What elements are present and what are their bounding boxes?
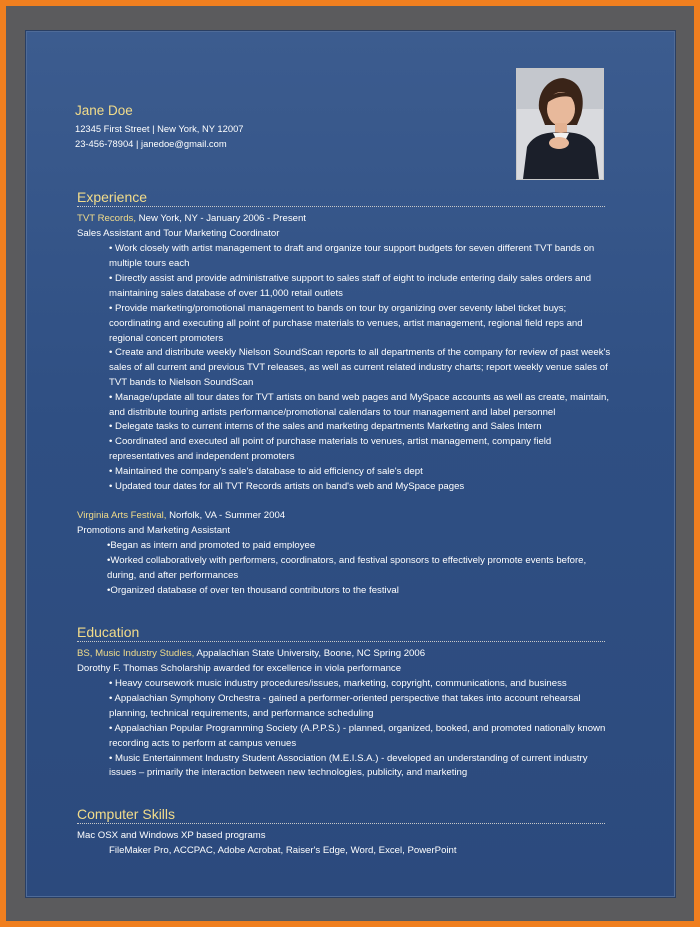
job2-line: •Worked collaboratively with performers, coordinators, and festival sponsors to effectively promote events before, (107, 555, 587, 566)
job1-line: • Coordinated and executed all point of purchase materials to venues, artist management, company field (109, 436, 552, 447)
job1-role: Sales Assistant and Tour Marketing Coordinator (77, 228, 280, 239)
job1-header (77, 213, 306, 225)
job1-company: TVT Records, (77, 213, 137, 224)
education-line: recording acts to perform at campus venues (109, 738, 297, 749)
job1-line: • Provide marketing/promotional management to bands on tour by organizing over seventy label ticket buys; (109, 303, 567, 314)
job2-line: •Began as intern and promoted to paid employee (107, 540, 316, 551)
skills-heading: Computer Skills (77, 806, 605, 824)
resume-page (26, 31, 675, 897)
job2-line: •Organized database of over ten thousand contributors to the festival (107, 585, 399, 596)
job2-location-date: Norfolk, VA - Summer 2004 (166, 510, 286, 521)
job2-company: Virginia Arts Festival, (77, 510, 167, 521)
job2-line: during, and after performances (107, 570, 239, 581)
address-line: 12345 First Street | New York, NY 12007 (75, 123, 244, 134)
candidate-name: Jane Doe (75, 103, 133, 118)
job1-line: coordinating and executing all point of purchase materials to venues, artist management, regional field reps and (109, 318, 583, 329)
job1-line: maintaining sales database of over 11,000 retail outlets (109, 288, 343, 299)
job1-line: sales of all current and previous TVT releases, as well as current related industry charts; report weekly venue sales of (109, 362, 608, 373)
job1-line: • Manage/update all tour dates for TVT artists on band web pages and MySpace accounts as well as create, maintain, (109, 392, 610, 403)
skills-platforms: Mac OSX and Windows XP based programs (77, 830, 266, 841)
job2-header (77, 510, 285, 522)
school: Appalachian State University, Boone, NC Spring 2006 (194, 648, 426, 659)
education-line: • Heavy coursework music industry procedures/issues, marketing, copyright, communications, and business (109, 678, 567, 689)
job1-line: regional concert promoters (109, 333, 224, 344)
job1-line: • Work closely with artist management to draft and organize tour support budgets for seven different TVT bands on (109, 243, 595, 254)
job1-line: multiple tours each (109, 258, 190, 269)
skills-programs: FileMaker Pro, ACCPAC, Adobe Acrobat, Raiser's Edge, Word, Excel, PowerPoint (109, 845, 457, 856)
job1-location-date: New York, NY - January 2006 - Present (136, 213, 306, 224)
job1-line: TVT bands to Nielson SoundScan (109, 377, 254, 388)
portrait-image (517, 69, 603, 179)
education-heading: Education (77, 624, 605, 642)
job1-line: and distribute touring artists performance/promotional calendars to tour management and label personnel (109, 407, 556, 418)
job2-role: Promotions and Marketing Assistant (77, 525, 231, 536)
job1-line: • Directly assist and provide administrative support to sales staff of eight to include entering daily sales orders and (109, 273, 592, 284)
job1-line: • Maintained the company's sale's database to aid efficiency of sale's dept (109, 466, 423, 477)
job1-line: • Delegate tasks to current interns of the sales and marketing departments Marketing and Sales Intern (109, 421, 542, 432)
degree: BS, Music Industry Studies, (77, 648, 195, 659)
contact-line: 23-456-78904 | janedoe@gmail.com (75, 138, 227, 149)
scholarship: Dorothy F. Thomas Scholarship awarded for excellence in viola performance (77, 663, 402, 674)
experience-heading: Experience (77, 189, 605, 207)
degree-line (77, 648, 425, 660)
education-line: • Music Entertainment Industry Student Association (M.E.I.S.A.) - developed an understanding of current industry (109, 753, 588, 764)
education-line: • Appalachian Symphony Orchestra - gained a performer-oriented perspective that takes into account rehearsal (109, 693, 581, 704)
education-line: issues – primarily the interaction between new technologies, publicity, and marketing (109, 767, 468, 778)
job1-line: • Updated tour dates for all TVT Records artists on band's web and MySpace pages (109, 481, 465, 492)
job1-line: representatives and independent promoters (109, 451, 295, 462)
job1-line: • Create and distribute weekly Nielson SoundScan reports to all departments of the company for review of past week's (109, 347, 611, 358)
profile-photo (516, 68, 604, 180)
education-line: planning, technical requirements, and performance scheduling (109, 708, 374, 719)
education-line: • Appalachian Popular Programming Society (A.P.P.S.) - planned, organized, booked, and promoted nationally known (109, 723, 606, 734)
